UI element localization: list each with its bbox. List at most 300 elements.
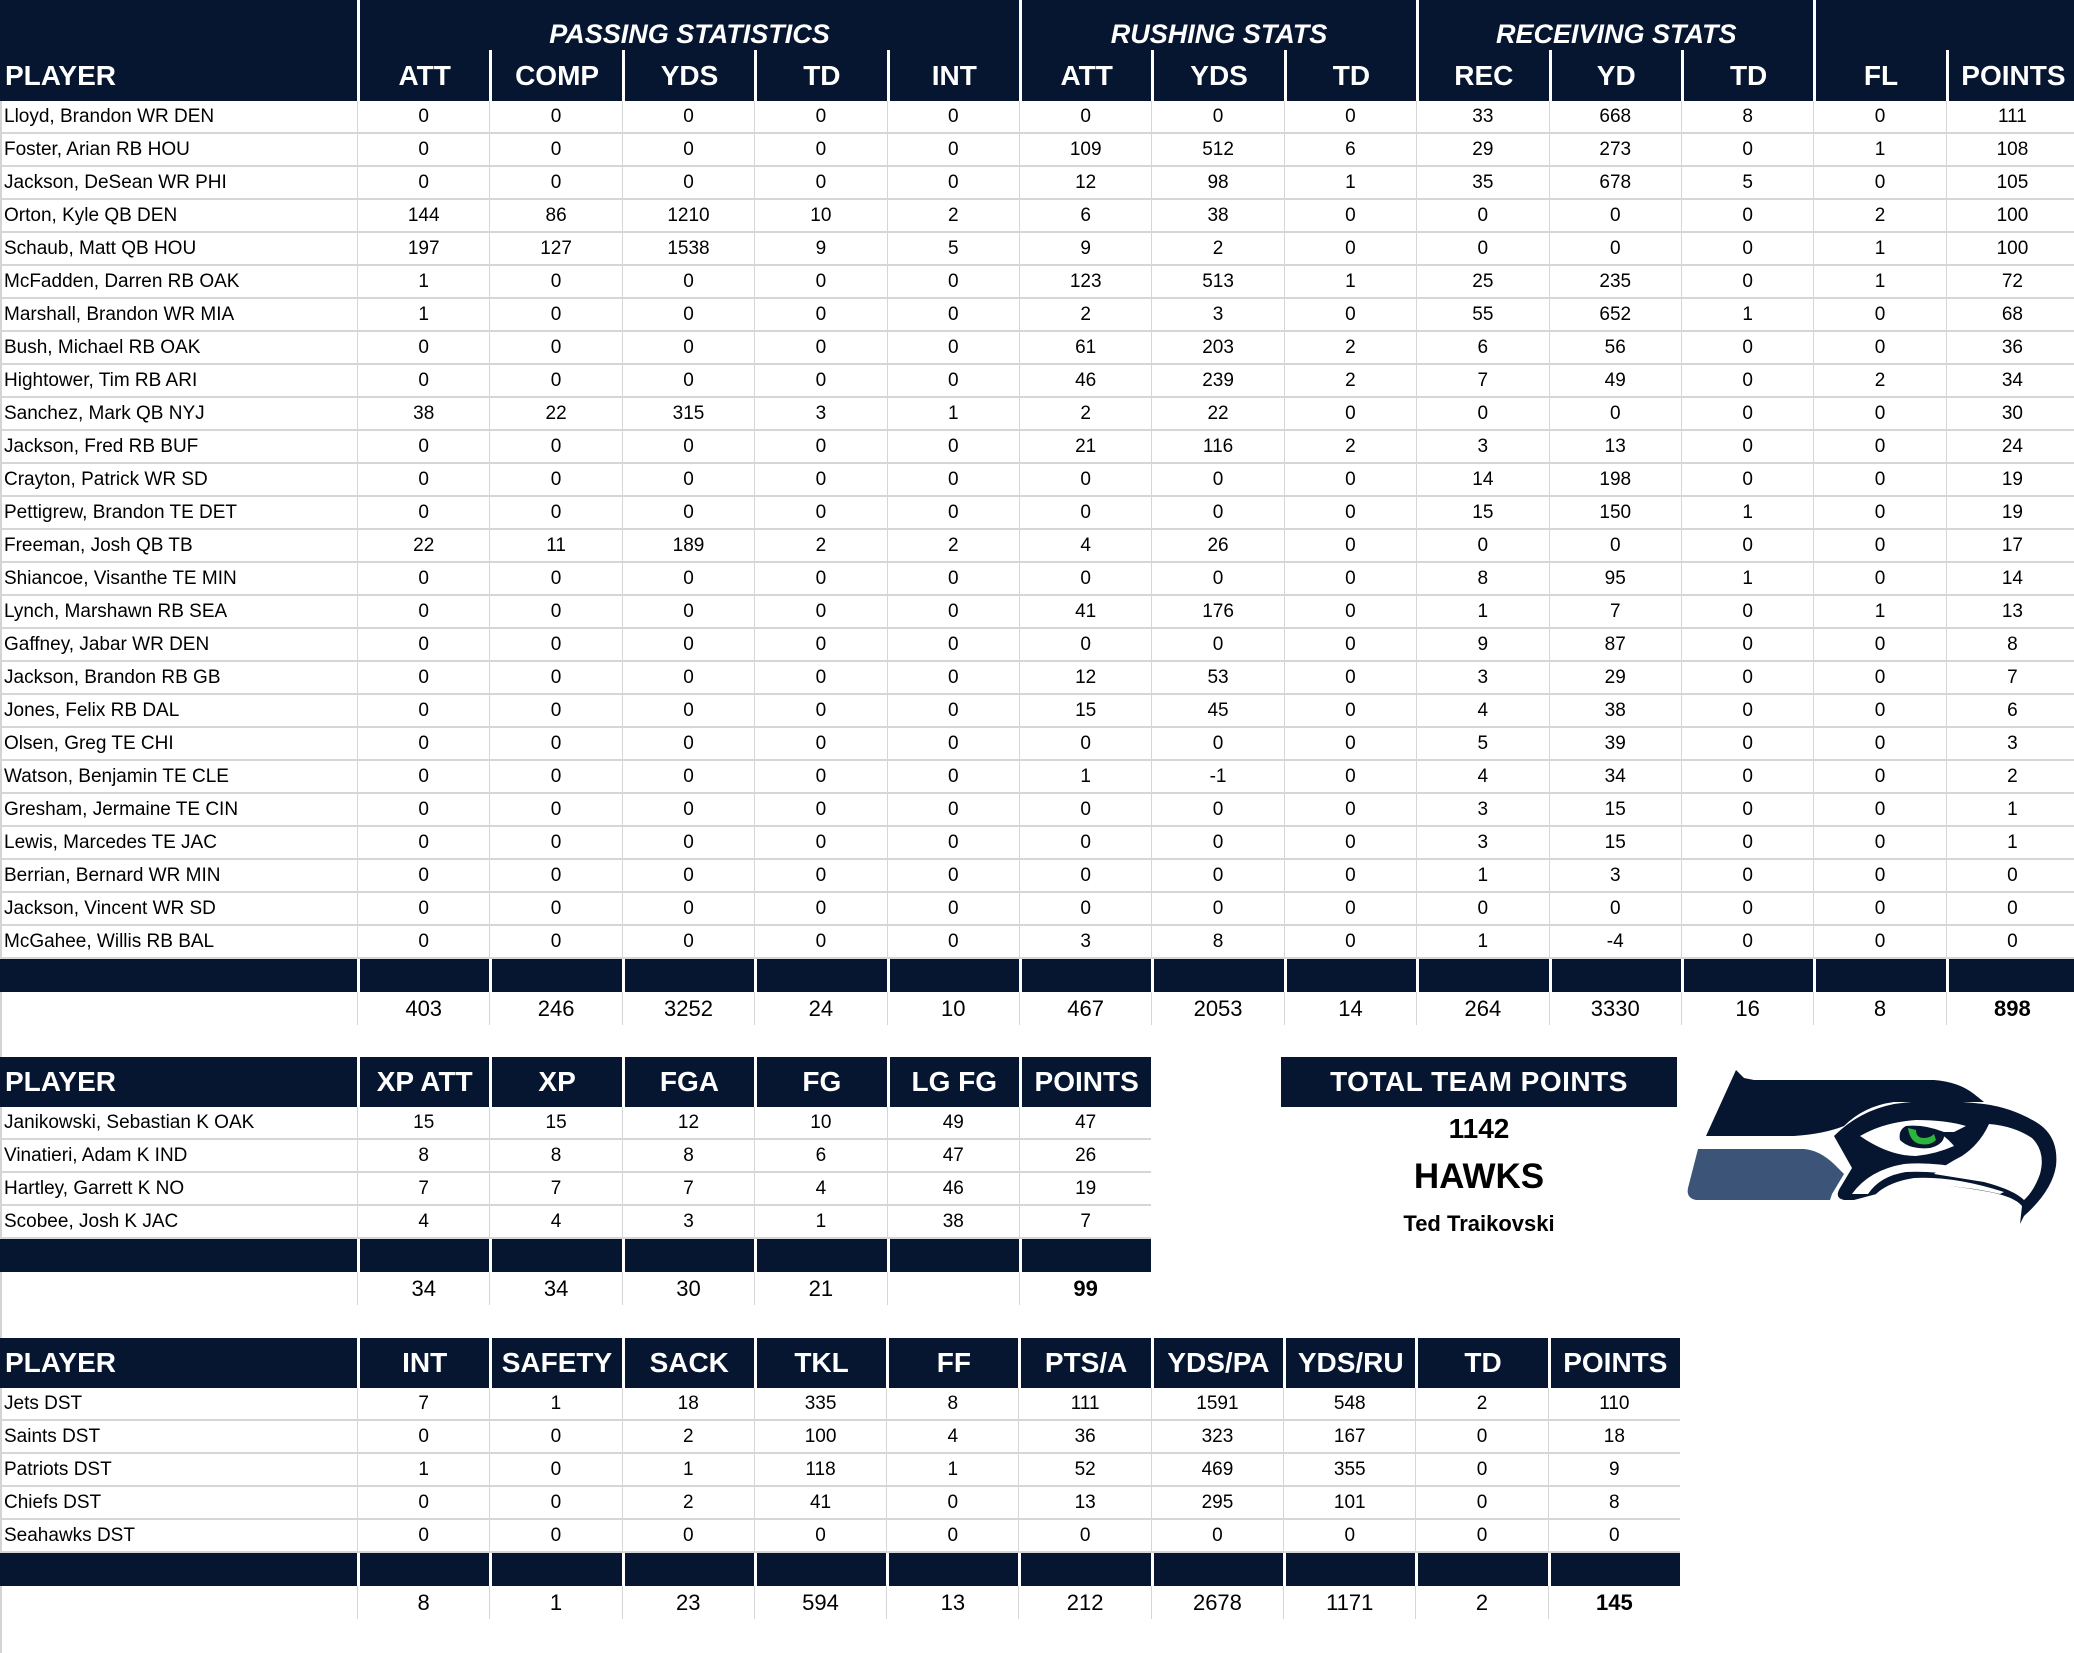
column-header-sack: SACK — [622, 1338, 754, 1388]
stat-cell: 0 — [357, 1487, 489, 1520]
stat-cell: 29 — [1549, 662, 1681, 695]
stat-cell: 0 — [1151, 629, 1283, 662]
total-cell: 34 — [489, 1272, 621, 1305]
stat-cell: 0 — [1019, 629, 1151, 662]
stat-cell: 41 — [754, 1487, 886, 1520]
stat-cell: 0 — [622, 926, 754, 959]
stat-cell: 111 — [1946, 101, 2074, 134]
player-name-cell: Scobee, Josh K JAC — [0, 1206, 357, 1239]
stat-cell: 29 — [1416, 134, 1548, 167]
stat-cell: 12 — [622, 1107, 754, 1140]
stat-cell: 0 — [1681, 761, 1813, 794]
stat-cell: 0 — [622, 167, 754, 200]
stat-cell: 0 — [1284, 464, 1416, 497]
stat-cell: 10 — [754, 200, 886, 233]
stat-cell: 7 — [357, 1173, 489, 1206]
stat-cell: 1 — [1813, 266, 1945, 299]
stat-cell: 0 — [357, 1520, 489, 1553]
stat-cell: 52 — [1018, 1454, 1150, 1487]
stat-cell: 46 — [887, 1173, 1019, 1206]
stat-cell: 25 — [1416, 266, 1548, 299]
stat-cell: 1 — [1681, 563, 1813, 596]
stat-cell: 0 — [1813, 662, 1945, 695]
stat-cell: 0 — [357, 431, 489, 464]
stat-cell: 150 — [1549, 497, 1681, 530]
stat-cell: 0 — [1284, 233, 1416, 266]
stat-cell: 8 — [1946, 629, 2074, 662]
player-name-cell: Watson, Benjamin TE CLE — [0, 761, 357, 794]
stat-cell: 0 — [754, 596, 886, 629]
stat-cell: 1 — [1946, 794, 2074, 827]
stat-cell: 0 — [622, 728, 754, 761]
stat-cell: 0 — [1549, 893, 1681, 926]
stat-cell: 1 — [1681, 299, 1813, 332]
total-cell: 403 — [357, 992, 489, 1025]
stat-cell: 35 — [1416, 167, 1548, 200]
stat-cell: 0 — [1681, 893, 1813, 926]
stat-cell: 0 — [1813, 299, 1945, 332]
total-cell: 2678 — [1151, 1586, 1283, 1619]
stat-cell: 0 — [754, 167, 886, 200]
player-name-cell: Jackson, Vincent WR SD — [0, 893, 357, 926]
stat-cell: 3 — [1416, 431, 1548, 464]
stat-cell: 0 — [489, 266, 621, 299]
player-name-cell: McGahee, Willis RB BAL — [0, 926, 357, 959]
table-row — [0, 431, 2074, 464]
stat-cell: 0 — [489, 794, 621, 827]
stat-cell: 7 — [1946, 662, 2074, 695]
stat-cell: 6 — [1284, 134, 1416, 167]
stat-cell: 548 — [1283, 1388, 1415, 1421]
totals-divider-bar — [0, 959, 2074, 992]
stat-cell: 0 — [887, 827, 1019, 860]
stat-cell: 0 — [489, 167, 621, 200]
stat-cell: 2 — [887, 530, 1019, 563]
stat-cell: 3 — [1019, 926, 1151, 959]
total-cell: 246 — [489, 992, 621, 1025]
stat-cell: 38 — [887, 1206, 1019, 1239]
divider-cell — [1415, 1553, 1547, 1586]
stat-cell: 19 — [1019, 1173, 1151, 1206]
stat-cell: 1 — [1681, 497, 1813, 530]
team-total-panel — [1281, 1057, 1677, 1237]
stat-cell: 6 — [1019, 200, 1151, 233]
stat-cell: 0 — [1813, 398, 1945, 431]
stat-cell: 72 — [1946, 266, 2074, 299]
stat-cell: 0 — [1681, 926, 1813, 959]
table-row — [0, 893, 2074, 926]
stat-cell: 2 — [1151, 233, 1283, 266]
stat-cell: -1 — [1151, 761, 1283, 794]
stat-cell: 1 — [887, 398, 1019, 431]
stat-cell: 0 — [489, 1520, 621, 1553]
stat-cell: 0 — [1284, 926, 1416, 959]
column-header-yds: YDS — [1151, 50, 1283, 101]
stat-cell: 0 — [1813, 827, 1945, 860]
stat-cell: 34 — [1549, 761, 1681, 794]
stat-cell: 0 — [754, 827, 886, 860]
table-row — [0, 1388, 1680, 1421]
table-row — [0, 1487, 1680, 1520]
player-name-cell: Bush, Michael RB OAK — [0, 332, 357, 365]
player-name-cell: Schaub, Matt QB HOU — [0, 233, 357, 266]
divider-cell — [1813, 959, 1945, 992]
table-row — [0, 728, 2074, 761]
stat-cell: 0 — [357, 596, 489, 629]
total-cell: 23 — [622, 1586, 754, 1619]
stat-cell: 0 — [1946, 860, 2074, 893]
stat-cell: 0 — [489, 1421, 621, 1454]
stat-cell: 0 — [357, 893, 489, 926]
stat-cell: 0 — [1681, 662, 1813, 695]
stat-cell: 0 — [1813, 860, 1945, 893]
stat-cell: 6 — [1416, 332, 1548, 365]
stat-cell: 0 — [754, 332, 886, 365]
stat-cell: 0 — [887, 497, 1019, 530]
stat-cell: 512 — [1151, 134, 1283, 167]
stat-cell: 3 — [1151, 299, 1283, 332]
stat-cell: 116 — [1151, 431, 1283, 464]
table-row — [0, 464, 2074, 497]
stat-cell: 0 — [1415, 1520, 1547, 1553]
column-header-att: ATT — [357, 50, 489, 101]
stat-cell: 56 — [1549, 332, 1681, 365]
stat-cell: 4 — [1019, 530, 1151, 563]
stat-cell: 9 — [754, 233, 886, 266]
stat-cell: 0 — [1681, 200, 1813, 233]
team-total-points: 1142 — [1448, 1113, 1510, 1144]
stat-cell: 0 — [489, 1454, 621, 1487]
stat-cell: 0 — [622, 695, 754, 728]
stat-cell: 7 — [489, 1173, 621, 1206]
stat-cell: 33 — [1416, 101, 1548, 134]
stat-cell: 21 — [1019, 431, 1151, 464]
divider-cell — [0, 1553, 357, 1586]
stat-cell: 0 — [754, 299, 886, 332]
stat-cell: 0 — [1549, 398, 1681, 431]
stat-cell: 98 — [1151, 167, 1283, 200]
stat-cell: 30 — [1946, 398, 2074, 431]
stat-cell: 0 — [754, 266, 886, 299]
stat-cell: 10 — [754, 1107, 886, 1140]
stat-cell: 0 — [357, 1421, 489, 1454]
stat-cell: 176 — [1151, 596, 1283, 629]
stat-cell: 1 — [1284, 167, 1416, 200]
stat-cell: 0 — [489, 926, 621, 959]
receiving-group-header: RECEIVING STATS — [1416, 0, 1813, 50]
stat-cell: 8 — [489, 1140, 621, 1173]
stat-cell: 323 — [1151, 1421, 1283, 1454]
stat-cell: 0 — [754, 860, 886, 893]
table-row — [0, 827, 2074, 860]
stat-cell: 61 — [1019, 332, 1151, 365]
stat-cell: 0 — [1018, 1520, 1150, 1553]
divider-cell — [887, 959, 1019, 992]
table-row — [0, 1520, 1680, 1553]
stat-cell: 111 — [1018, 1388, 1150, 1421]
total-cell: 34 — [357, 1272, 489, 1305]
divider-cell — [1151, 1553, 1283, 1586]
stat-cell: 0 — [489, 761, 621, 794]
stat-cell: 0 — [1681, 431, 1813, 464]
stat-cell: 9 — [1416, 629, 1548, 662]
column-header-int: INT — [887, 50, 1019, 101]
divider-cell — [886, 1553, 1018, 1586]
stat-cell: 1 — [1813, 596, 1945, 629]
stat-cell: 0 — [357, 134, 489, 167]
divider-cell — [489, 959, 621, 992]
total-cell: 3252 — [622, 992, 754, 1025]
stat-cell: 2 — [1284, 332, 1416, 365]
stat-cell: 0 — [1681, 728, 1813, 761]
stat-cell: 678 — [1549, 167, 1681, 200]
stat-cell: 0 — [1284, 530, 1416, 563]
stat-cell: 0 — [1151, 893, 1283, 926]
table-row — [0, 629, 2074, 662]
stat-cell: 0 — [1813, 893, 1945, 926]
divider-cell — [622, 1553, 754, 1586]
stat-cell: 8 — [886, 1388, 1018, 1421]
stat-cell: 0 — [489, 893, 621, 926]
table-row — [0, 233, 2074, 266]
stat-cell: 4 — [754, 1173, 886, 1206]
stat-cell: 22 — [489, 398, 621, 431]
total-cell — [0, 1272, 357, 1305]
stat-cell: 167 — [1283, 1421, 1415, 1454]
player-name-cell: Lloyd, Brandon WR DEN — [0, 101, 357, 134]
column-header-points: POINTS — [1946, 50, 2074, 101]
table-row — [0, 101, 2074, 134]
stat-cell: 0 — [1019, 728, 1151, 761]
divider-cell — [1946, 959, 2074, 992]
divider-cell — [1283, 1553, 1415, 1586]
player-name-cell: Lewis, Marcedes TE JAC — [0, 827, 357, 860]
team-total-title: TOTAL TEAM POINTS — [1281, 1057, 1677, 1107]
stat-cell: 4 — [1416, 761, 1548, 794]
stat-cell: 0 — [1284, 728, 1416, 761]
stat-cell: 123 — [1019, 266, 1151, 299]
table-row — [0, 332, 2074, 365]
total-cell: 16 — [1681, 992, 1813, 1025]
stat-cell: 0 — [357, 629, 489, 662]
stat-cell: 0 — [887, 299, 1019, 332]
total-cell: 2 — [1415, 1586, 1547, 1619]
stat-cell: 2 — [622, 1421, 754, 1454]
stat-cell: 0 — [622, 794, 754, 827]
stat-cell: 0 — [887, 365, 1019, 398]
stat-cell: 2 — [887, 200, 1019, 233]
table-row — [0, 299, 2074, 332]
divider-cell — [622, 959, 754, 992]
total-cell: 21 — [754, 1272, 886, 1305]
table-row — [0, 200, 2074, 233]
stat-cell: 3 — [1416, 662, 1548, 695]
stat-cell: 0 — [1813, 497, 1945, 530]
stat-cell: 22 — [1151, 398, 1283, 431]
divider-cell — [1019, 959, 1151, 992]
stat-cell: 0 — [622, 101, 754, 134]
stat-cell: 0 — [1813, 629, 1945, 662]
table-row — [0, 530, 2074, 563]
stat-cell: 7 — [1416, 365, 1548, 398]
stat-cell: 0 — [1284, 629, 1416, 662]
stat-cell: 2 — [1019, 299, 1151, 332]
stat-cell: 0 — [1813, 101, 1945, 134]
stat-cell: 0 — [886, 1487, 1018, 1520]
column-header-rec: REC — [1416, 50, 1548, 101]
stat-cell: 0 — [887, 101, 1019, 134]
stat-cell: 1 — [754, 1206, 886, 1239]
column-header-points: POINTS — [1019, 1057, 1151, 1107]
divider-cell — [1284, 959, 1416, 992]
stat-cell: 3 — [1946, 728, 2074, 761]
stat-cell: 19 — [1946, 464, 2074, 497]
stat-cell: 0 — [754, 926, 886, 959]
stat-cell: 0 — [1284, 860, 1416, 893]
stat-cell: 0 — [357, 101, 489, 134]
stat-cell: 0 — [1151, 860, 1283, 893]
player-name-cell: Jackson, Brandon RB GB — [0, 662, 357, 695]
stat-cell: 295 — [1151, 1487, 1283, 1520]
stat-cell: 1 — [357, 299, 489, 332]
defense-stats-table — [0, 1338, 1680, 1619]
stat-cell: 0 — [489, 728, 621, 761]
total-cell: 24 — [754, 992, 886, 1025]
stat-cell: 0 — [357, 695, 489, 728]
stat-cell: 1 — [1946, 827, 2074, 860]
stat-cell: 198 — [1549, 464, 1681, 497]
stat-cell: 1538 — [622, 233, 754, 266]
total-cell — [887, 1272, 1019, 1305]
stat-cell: 0 — [622, 134, 754, 167]
stat-cell: 7 — [622, 1173, 754, 1206]
stat-cell: 18 — [1548, 1421, 1680, 1454]
stat-cell: 239 — [1151, 365, 1283, 398]
stat-cell: 0 — [357, 926, 489, 959]
seahawks-logo-icon — [1684, 1066, 2066, 1228]
team-owner: Ted Traikovski — [1403, 1211, 1555, 1236]
stat-cell: 46 — [1019, 365, 1151, 398]
stat-cell: 0 — [622, 629, 754, 662]
stat-cell: 0 — [754, 134, 886, 167]
stat-cell: 0 — [1019, 101, 1151, 134]
column-header-safety: SAFETY — [489, 1338, 621, 1388]
stat-cell: 36 — [1018, 1421, 1150, 1454]
stat-cell: 13 — [1946, 596, 2074, 629]
stat-cell: 4 — [357, 1206, 489, 1239]
total-cell: 3330 — [1549, 992, 1681, 1025]
stat-cell: 0 — [887, 464, 1019, 497]
stat-cell: 335 — [754, 1388, 886, 1421]
stat-cell: 55 — [1416, 299, 1548, 332]
stat-cell: 2 — [1284, 431, 1416, 464]
stat-cell: 0 — [489, 827, 621, 860]
team-name: HAWKS — [1413, 1157, 1545, 1196]
stat-cell: 49 — [887, 1107, 1019, 1140]
stat-cell: 652 — [1549, 299, 1681, 332]
total-cell — [0, 1586, 357, 1619]
totals-row — [0, 992, 2074, 1025]
player-name-cell: Orton, Kyle QB DEN — [0, 200, 357, 233]
stat-cell: 0 — [754, 662, 886, 695]
stat-cell: 0 — [1681, 530, 1813, 563]
stat-cell: 0 — [1681, 794, 1813, 827]
column-header-player: PLAYER — [0, 1057, 357, 1107]
stat-cell: 0 — [622, 1520, 754, 1553]
table-row — [0, 1454, 1680, 1487]
stat-cell: 0 — [1151, 497, 1283, 530]
column-header-fg: FG — [754, 1057, 886, 1107]
stat-cell: 0 — [357, 662, 489, 695]
column-header-fl: FL — [1813, 50, 1945, 101]
misc-group-header — [1813, 0, 2074, 50]
stat-cell: 0 — [754, 761, 886, 794]
column-header-td: TD — [1415, 1338, 1547, 1388]
divider-cell — [357, 1553, 489, 1586]
stat-cell: 0 — [886, 1520, 1018, 1553]
stat-cell: 144 — [357, 200, 489, 233]
stat-cell: 2 — [1019, 398, 1151, 431]
stat-cell: 45 — [1151, 695, 1283, 728]
player-name-cell: Marshall, Brandon WR MIA — [0, 299, 357, 332]
stat-cell: 14 — [1416, 464, 1548, 497]
stat-cell: 0 — [489, 464, 621, 497]
stat-cell: 22 — [357, 530, 489, 563]
stat-cell: 513 — [1151, 266, 1283, 299]
divider-cell — [357, 1239, 489, 1272]
player-name-cell: Crayton, Patrick WR SD — [0, 464, 357, 497]
player-name-cell: Jackson, DeSean WR PHI — [0, 167, 357, 200]
stat-cell: 0 — [1151, 101, 1283, 134]
total-cell: 1 — [489, 1586, 621, 1619]
stat-cell: 49 — [1549, 365, 1681, 398]
table-row — [0, 596, 2074, 629]
stat-cell: 105 — [1946, 167, 2074, 200]
table-row — [0, 563, 2074, 596]
stat-cell: 0 — [622, 365, 754, 398]
player-name-cell: Janikowski, Sebastian K OAK — [0, 1107, 357, 1140]
group-header-row — [0, 0, 2074, 50]
stat-cell: 0 — [887, 794, 1019, 827]
stat-cell: 0 — [489, 662, 621, 695]
column-header-yds-ru: YDS/RU — [1283, 1338, 1415, 1388]
stat-cell: 3 — [1549, 860, 1681, 893]
column-header-points: POINTS — [1548, 1338, 1680, 1388]
stat-cell: 9 — [1548, 1454, 1680, 1487]
stat-cell: 0 — [1284, 497, 1416, 530]
stat-cell: 315 — [622, 398, 754, 431]
stat-cell: 0 — [1813, 728, 1945, 761]
stat-cell: 1 — [489, 1388, 621, 1421]
stat-cell: 0 — [489, 860, 621, 893]
stat-cell: 5 — [887, 233, 1019, 266]
table-row — [0, 134, 2074, 167]
stat-cell: 53 — [1151, 662, 1283, 695]
stat-cell: 1 — [1416, 926, 1548, 959]
stat-cell: 0 — [357, 497, 489, 530]
stat-cell: 0 — [887, 893, 1019, 926]
stat-cell: 0 — [1284, 299, 1416, 332]
stat-cell: 0 — [489, 101, 621, 134]
stat-cell: 0 — [1019, 563, 1151, 596]
player-name-cell: Jones, Felix RB DAL — [0, 695, 357, 728]
stat-cell: 4 — [886, 1421, 1018, 1454]
divider-cell — [1416, 959, 1548, 992]
stat-cell: 2 — [1284, 365, 1416, 398]
total-points-cell: 99 — [1019, 1272, 1151, 1305]
stat-cell: 15 — [1416, 497, 1548, 530]
column-header-xp: XP — [489, 1057, 621, 1107]
